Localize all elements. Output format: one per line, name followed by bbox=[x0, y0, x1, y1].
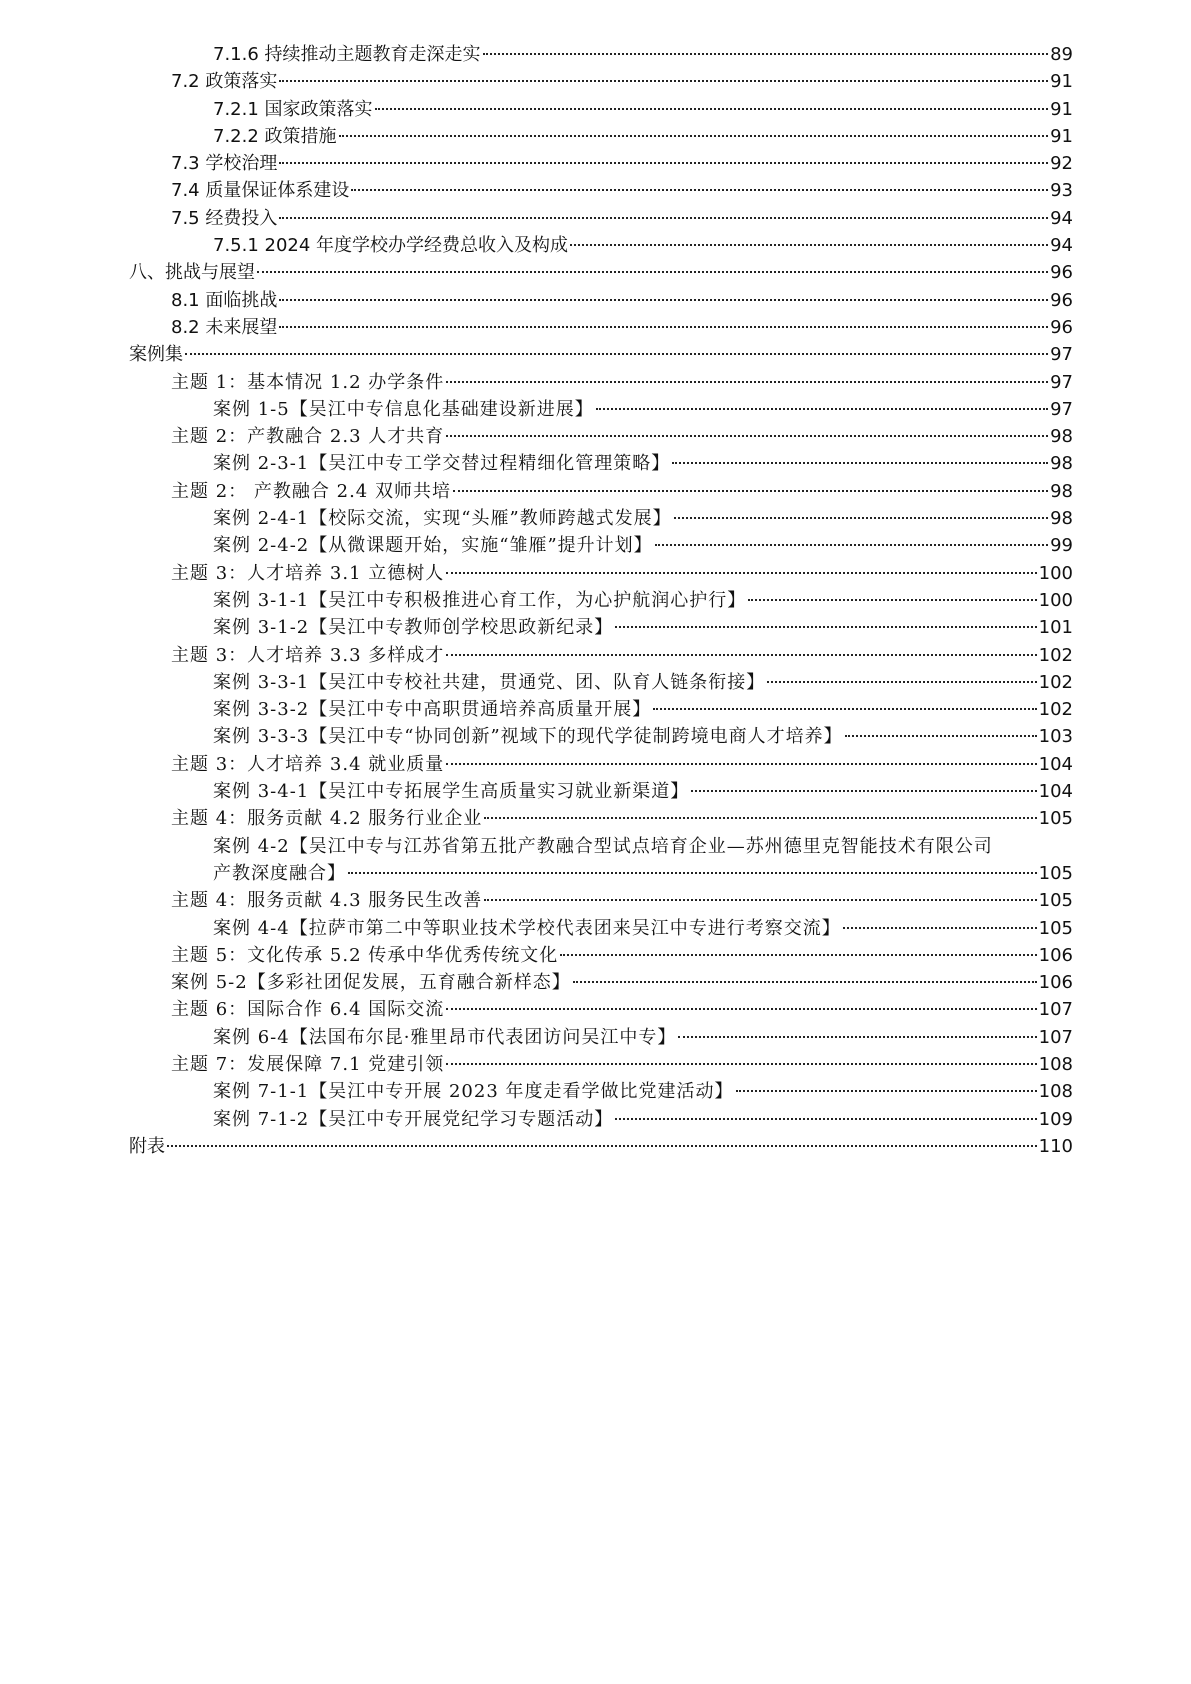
toc-page-number: 107 bbox=[1038, 999, 1073, 1021]
toc-page-number: 97 bbox=[1050, 398, 1073, 420]
toc-entry-title: 主题 1：基本情况 1.2 办学条件 bbox=[171, 371, 445, 393]
toc-leader-dots bbox=[767, 681, 1036, 683]
toc-entry[interactable] bbox=[129, 996, 1073, 1023]
toc-page-number: 96 bbox=[1050, 316, 1073, 338]
toc-leader-dots bbox=[348, 872, 1037, 874]
toc-leader-dots bbox=[483, 53, 1049, 55]
toc-leader-dots bbox=[484, 899, 1036, 901]
toc-leader-dots bbox=[279, 217, 1048, 219]
toc-page-number: 96 bbox=[1050, 289, 1073, 311]
toc-entry-title: 7.2.1 国家政策落实 bbox=[213, 98, 373, 120]
toc-page-number: 100 bbox=[1038, 589, 1073, 611]
toc-leader-dots bbox=[615, 1118, 1036, 1120]
toc-leader-dots bbox=[560, 954, 1036, 956]
toc-entry[interactable] bbox=[129, 423, 1073, 450]
table-of-contents bbox=[129, 41, 1073, 1160]
toc-entry[interactable] bbox=[129, 723, 1073, 750]
toc-page-number: 98 bbox=[1050, 480, 1073, 502]
toc-entry[interactable] bbox=[129, 778, 1073, 805]
toc-entry-title: 案例 3-3-2【吴江中专中高职贯通培养高质量开展】 bbox=[213, 699, 652, 721]
toc-entry-title: 主题 3：人才培养 3.1 立德树人 bbox=[171, 562, 445, 584]
toc-entry-title-continued: 产教深度融合】 bbox=[213, 862, 346, 884]
toc-entry[interactable] bbox=[129, 177, 1073, 204]
toc-entry-title: 案例 3-3-3【吴江中专“协同创新”视域下的现代学徒制跨境电商人才培养】 bbox=[213, 726, 843, 748]
toc-leader-dots bbox=[446, 381, 1048, 383]
toc-leader-dots bbox=[453, 490, 1048, 492]
toc-entry-title: 主题 2：产教融合 2.3 人才共育 bbox=[171, 426, 445, 448]
toc-entry-title: 7.2 政策落实 bbox=[171, 71, 278, 93]
toc-entry[interactable] bbox=[129, 123, 1073, 150]
toc-entry-title: 主题 7：发展保障 7.1 党建引领 bbox=[171, 1053, 445, 1075]
toc-leader-dots bbox=[484, 817, 1036, 819]
toc-leader-dots bbox=[573, 981, 1037, 983]
toc-entry[interactable] bbox=[129, 369, 1073, 396]
toc-leader-dots bbox=[596, 408, 1048, 410]
toc-leader-dots bbox=[257, 271, 1048, 273]
toc-leader-dots bbox=[748, 599, 1036, 601]
toc-leader-dots bbox=[185, 353, 1048, 355]
toc-entry[interactable] bbox=[129, 642, 1073, 669]
toc-leader-dots bbox=[570, 244, 1048, 246]
toc-page-number: 101 bbox=[1038, 617, 1073, 639]
toc-entry[interactable] bbox=[129, 1133, 1073, 1160]
toc-page-number: 97 bbox=[1050, 344, 1073, 366]
toc-page-number: 96 bbox=[1050, 262, 1073, 284]
toc-leader-dots bbox=[351, 189, 1048, 191]
toc-page-number: 98 bbox=[1050, 426, 1073, 448]
toc-entry-title: 主题 6：国际合作 6.4 国际交流 bbox=[171, 999, 445, 1021]
toc-page-number: 107 bbox=[1038, 1026, 1073, 1048]
toc-page-number: 108 bbox=[1038, 1053, 1073, 1075]
toc-entry-title: 案例 7-1-2【吴江中专开展党纪学习专题活动】 bbox=[213, 1108, 614, 1130]
toc-leader-dots bbox=[339, 135, 1049, 137]
toc-leader-dots bbox=[279, 326, 1048, 328]
toc-page-number: 105 bbox=[1038, 808, 1073, 830]
toc-entry-title: 案例 6-4【法国布尔昆·雅里昂市代表团访问吴江中专】 bbox=[213, 1026, 677, 1048]
toc-entry-title: 主题 4：服务贡献 4.3 服务民生改善 bbox=[171, 890, 483, 912]
toc-leader-dots bbox=[446, 1063, 1036, 1065]
toc-entry[interactable] bbox=[129, 560, 1073, 587]
toc-entry-title: 案例 5-2【多彩社团促发展，五育融合新样态】 bbox=[171, 972, 571, 994]
toc-entry-title: 主题 4：服务贡献 4.2 服务行业企业 bbox=[171, 808, 483, 830]
toc-entry[interactable] bbox=[129, 614, 1073, 641]
toc-entry-title: 案例 3-4-1【吴江中专拓展学生高质量实习就业新渠道】 bbox=[213, 781, 690, 803]
toc-leader-dots bbox=[615, 626, 1036, 628]
toc-entry[interactable] bbox=[129, 532, 1073, 559]
toc-entry-title: 案例 3-1-1【吴江中专积极推进心育工作，为心护航润心护行】 bbox=[213, 589, 747, 611]
toc-entry[interactable] bbox=[129, 259, 1073, 286]
toc-leader-dots bbox=[167, 1145, 1037, 1147]
toc-entry[interactable] bbox=[129, 205, 1073, 232]
toc-page-number: 93 bbox=[1050, 180, 1073, 202]
toc-entry[interactable] bbox=[129, 915, 1073, 942]
toc-page-number: 105 bbox=[1038, 890, 1073, 912]
toc-entry-title: 7.2.2 政策措施 bbox=[213, 125, 337, 147]
toc-entry-title: 主题 3：人才培养 3.3 多样成才 bbox=[171, 644, 445, 666]
toc-page-number: 98 bbox=[1050, 453, 1073, 475]
toc-entry[interactable] bbox=[129, 969, 1073, 996]
toc-page-number: 102 bbox=[1038, 699, 1073, 721]
toc-page-number: 91 bbox=[1050, 98, 1073, 120]
toc-page-number: 104 bbox=[1038, 781, 1073, 803]
toc-leader-dots bbox=[653, 708, 1036, 710]
toc-leader-dots bbox=[672, 462, 1048, 464]
toc-entry[interactable] bbox=[129, 505, 1073, 532]
toc-leader-dots bbox=[845, 735, 1037, 737]
toc-leader-dots bbox=[655, 544, 1048, 546]
toc-entry-title: 7.5 经费投入 bbox=[171, 207, 278, 229]
toc-entry[interactable] bbox=[129, 96, 1073, 123]
toc-entry[interactable] bbox=[129, 341, 1073, 368]
toc-leader-dots bbox=[279, 162, 1048, 164]
toc-entry-title: 7.5.1 2024 年度学校办学经费总收入及构成 bbox=[213, 235, 569, 257]
toc-page-number: 98 bbox=[1050, 508, 1073, 530]
toc-leader-dots bbox=[279, 299, 1048, 301]
toc-entry[interactable] bbox=[129, 314, 1073, 341]
toc-entry[interactable] bbox=[129, 478, 1073, 505]
toc-entry[interactable] bbox=[129, 1024, 1073, 1051]
toc-entry[interactable] bbox=[129, 751, 1073, 778]
toc-entry-title: 八、挑战与展望 bbox=[129, 262, 255, 284]
toc-entry-title: 附表 bbox=[129, 1135, 165, 1157]
toc-entry[interactable] bbox=[129, 1078, 1073, 1105]
toc-entry-title: 8.1 面临挑战 bbox=[171, 289, 278, 311]
toc-entry-title: 案例 2-4-1【校际交流，实现“头雁”教师跨越式发展】 bbox=[213, 508, 672, 530]
toc-entry-title: 案例 3-1-2【吴江中专教师创学校思政新纪录】 bbox=[213, 617, 614, 639]
toc-entry[interactable] bbox=[129, 805, 1073, 832]
toc-entry-title: 8.2 未来展望 bbox=[171, 316, 278, 338]
toc-entry-title: 7.1.6 持续推动主题教育走深走实 bbox=[213, 44, 481, 65]
toc-entry[interactable] bbox=[129, 887, 1073, 914]
toc-leader-dots bbox=[678, 1036, 1036, 1038]
toc-page-number: 102 bbox=[1038, 644, 1073, 666]
toc-entry[interactable] bbox=[129, 1106, 1073, 1133]
toc-page-number: 110 bbox=[1038, 1135, 1073, 1157]
toc-page-number: 102 bbox=[1038, 671, 1073, 693]
toc-page-number: 91 bbox=[1050, 71, 1073, 93]
toc-leader-dots bbox=[446, 654, 1036, 656]
toc-entry-title: 案例 1-5【吴江中专信息化基础建设新进展】 bbox=[213, 398, 594, 420]
toc-entry-title: 主题 3：人才培养 3.4 就业质量 bbox=[171, 753, 445, 775]
toc-page-number: 104 bbox=[1038, 753, 1073, 775]
toc-entry[interactable] bbox=[129, 150, 1073, 177]
toc-leader-dots bbox=[375, 108, 1049, 110]
toc-leader-dots bbox=[446, 763, 1036, 765]
toc-page-number: 89 bbox=[1050, 44, 1073, 65]
toc-entry[interactable] bbox=[129, 942, 1073, 969]
toc-leader-dots bbox=[674, 517, 1048, 519]
toc-page-number: 108 bbox=[1038, 1081, 1073, 1103]
toc-entry-title: 7.3 学校治理 bbox=[171, 153, 278, 175]
toc-leader-dots bbox=[736, 1090, 1037, 1092]
toc-page-number: 106 bbox=[1038, 972, 1073, 994]
toc-page-number: 99 bbox=[1050, 535, 1073, 557]
toc-page-number: 103 bbox=[1038, 726, 1073, 748]
toc-entry[interactable] bbox=[129, 450, 1073, 477]
toc-page-number: 97 bbox=[1050, 371, 1073, 393]
toc-entry-title: 案例 3-3-1【吴江中专校社共建，贯通党、团、队育人链条衔接】 bbox=[213, 671, 766, 693]
toc-entry-title: 主题 5：文化传承 5.2 传承中华优秀传统文化 bbox=[171, 944, 559, 966]
toc-entry[interactable] bbox=[129, 669, 1073, 696]
toc-page-number: 100 bbox=[1038, 562, 1073, 584]
toc-entry-title: 案例集 bbox=[129, 344, 183, 366]
toc-entry-title: 案例 7-1-1【吴江中专开展 2023 年度走看学做比党建活动】 bbox=[213, 1081, 734, 1103]
toc-entry[interactable] bbox=[129, 696, 1073, 723]
toc-leader-dots bbox=[843, 927, 1037, 929]
toc-entry-title: 主题 2： 产教融合 2.4 双师共培 bbox=[171, 480, 451, 502]
toc-entry-title: 案例 2-3-1【吴江中专工学交替过程精细化管理策略】 bbox=[213, 453, 671, 475]
toc-leader-dots bbox=[446, 435, 1048, 437]
toc-entry[interactable] bbox=[129, 833, 1073, 888]
toc-entry-title: 案例 4-4【拉萨市第二中等职业技术学校代表团来吴江中专进行考察交流】 bbox=[213, 917, 841, 939]
toc-leader-dots bbox=[446, 572, 1036, 574]
toc-entry[interactable] bbox=[129, 68, 1073, 95]
toc-leader-dots bbox=[691, 790, 1036, 792]
toc-entry[interactable] bbox=[129, 41, 1073, 68]
toc-entry[interactable] bbox=[129, 287, 1073, 314]
toc-page-number: 105 bbox=[1038, 862, 1073, 884]
toc-page-number: 91 bbox=[1050, 125, 1073, 147]
toc-page-number: 106 bbox=[1038, 944, 1073, 966]
toc-leader-dots bbox=[279, 80, 1048, 82]
toc-leader-dots bbox=[446, 1008, 1036, 1010]
toc-entry-title: 7.4 质量保证体系建设 bbox=[171, 180, 350, 202]
toc-entry-title: 案例 2-4-2【从微课题开始，实施“雏雁”提升计划】 bbox=[213, 535, 653, 557]
toc-page-number: 109 bbox=[1038, 1108, 1073, 1130]
toc-page-number: 105 bbox=[1038, 917, 1073, 939]
toc-page-number: 94 bbox=[1050, 235, 1073, 257]
toc-entry-title: 案例 4-2【吴江中专与江苏省第五批产教融合型试点培育企业—苏州德里克智能技术有限公司 bbox=[213, 835, 993, 857]
toc-page-number: 92 bbox=[1050, 153, 1073, 175]
toc-page-number: 94 bbox=[1050, 207, 1073, 229]
toc-entry[interactable] bbox=[129, 587, 1073, 614]
toc-entry[interactable] bbox=[129, 1051, 1073, 1078]
toc-entry[interactable] bbox=[129, 396, 1073, 423]
toc-entry[interactable] bbox=[129, 232, 1073, 259]
